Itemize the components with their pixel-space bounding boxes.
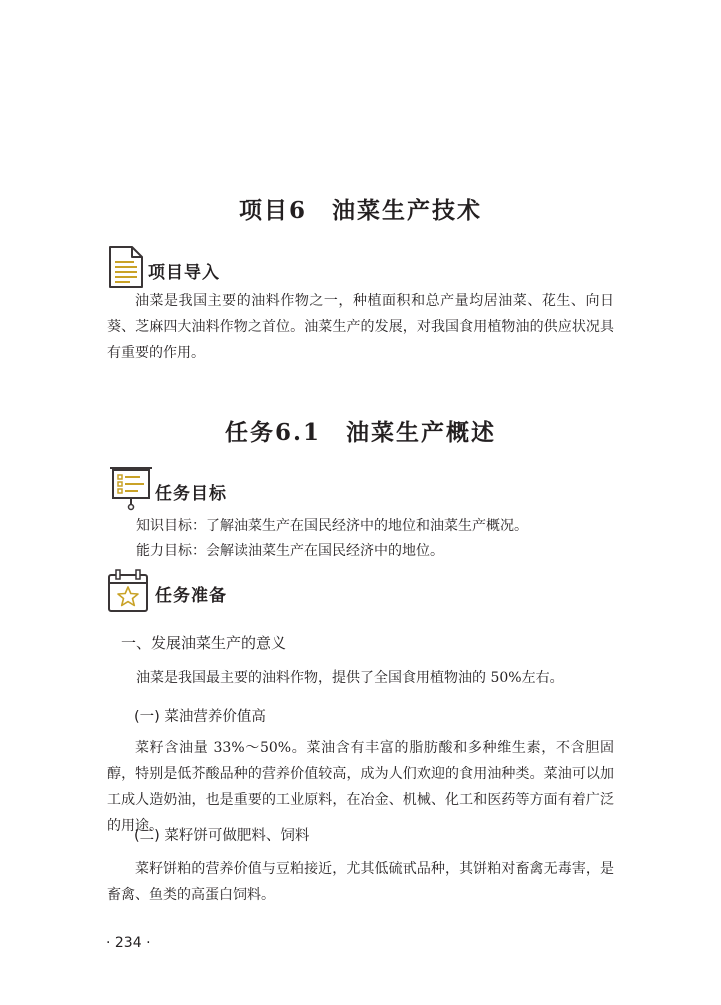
subsection-heading-1: (一) 菜油营养价值高: [134, 709, 266, 725]
project-title: 项目6 油菜生产技术: [238, 197, 482, 224]
page-number: · 234 ·: [106, 935, 151, 951]
calendar-star-icon: [107, 568, 149, 614]
document-icon: [106, 244, 146, 290]
goals-label: 任务目标: [155, 484, 227, 504]
subsection-paragraph-2: 菜籽饼粕的营养价值与豆粕接近，尤其低硫甙品种，其饼粕对畜禽无毒害，是畜禽、鱼类的高蛋白饲料。: [107, 861, 614, 903]
section-intro: 油菜是我国最主要的油料作物，提供了全国食用植物油的 50%左右。: [136, 670, 564, 686]
knowledge-goal: 知识目标：了解油菜生产在国民经济中的地位和油菜生产概况。: [136, 518, 528, 534]
presentation-board-icon: [108, 465, 154, 511]
intro-paragraph: 油菜是我国主要的油料作物之一，种植面积和总产量均居油菜、花生、向日葵、芝麻四大油料作物之首位。油菜生产的发展，对我国食用植物油的供应状况具有重要的作用。: [107, 293, 614, 361]
subsection-paragraph-1: 菜籽含油量 33%～50%。菜油含有丰富的脂肪酸和多种维生素，不含胆固醇，特别是低芥酸品种的营养价值较高，成为人们欢迎的食用油种类。菜油可以加工成人造奶油，也是重要的工业原料，在冶金、机械、化工和医药等方面有着广泛的用途。: [107, 740, 614, 834]
task-title: 任务6.1 油菜生产概述: [224, 419, 496, 446]
intro-label: 项目导入: [148, 263, 220, 283]
ability-goal: 能力目标：会解读油菜生产在国民经济中的地位。: [136, 543, 444, 559]
subsection-heading-2: (二) 菜籽饼可做肥料、饲料: [134, 828, 310, 844]
section-heading: 一、发展油菜生产的意义: [121, 634, 287, 652]
prep-label: 任务准备: [155, 586, 227, 606]
